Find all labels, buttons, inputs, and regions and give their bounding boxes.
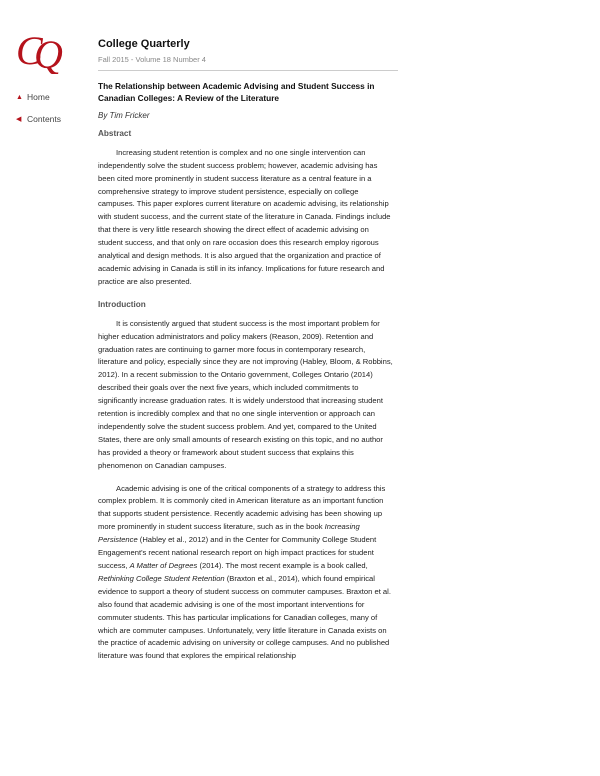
intro-paragraph-1: It is consistently argued that student success is the most important problem for higher education administrators and policy makers (Reason, 2009). Retention and graduation rates are continuing to garner more focus in contemporary research, literature and policy, especially since they are not improving (Habley, Bloom, & Robbins, 2012). In a recent submission to the Ontario government, Colleges Ontario (2014) described their goals over the next five years, which included commitments to significantly increase graduation rates. It is widely understood that increasing student retention is incredibly complex and that no one single intervention or approach can independently solve the student success problem. And yet, compared to the United States, there are only small amounts of research existing on this topic, and no author has provided a theory or framework about student success that explains this phenomenon on Canadian campuses. [98,318,393,470]
book-title-a-matter-of-degrees: A Matter of Degrees [129,561,198,570]
intro-p2-text-1: Academic advising is one of the critical components of a strategy to address this complex problem. It is commonly cited in American literature as an important function that supports student persistence. Recently academic advising has been showing up more prominently in student success literature, such as in the book [98,483,386,532]
book-title-rethinking-retention: Rethinking College Student Retention [98,573,225,583]
nav-home-label: Home [27,92,50,102]
article-title: The Relationship between Academic Advising and Student Success in Canadian Colleges: A Review of the Literature [98,81,375,103]
intro-p2-text-2: (Habley et al., 2012) and in the Center for Community College Student Engagement's recent national research report on high impact practices for student success, [98,535,377,570]
cq-logo [16,30,70,74]
article [98,80,394,673]
header-divider [98,70,398,71]
intro-p2-text-3: (2014). The most recent example is a book called, [197,561,368,570]
introduction-heading: Introduction [98,299,146,309]
left-triangle-icon: ◀ [16,116,22,123]
intro-p2-text-4: (Braxton et al., 2014), which found empirical evidence to support a theory of student success on commuter campuses. Braxton et al. also found that academic advising is one of the most important interventions for commuter students. This has particular implications for Canadian colleges, many of which are commuter campuses. Unfortunately, very little literature in Canada exists on the practice of academic advising on university or college campuses. And no published literature was found that explores the empirical relationship [98,573,391,661]
intro-paragraph-2 [98,483,394,664]
book-title-increasing-persistence: Increasing Persistence [98,522,360,545]
svg-text:Q: Q [34,32,63,74]
article-author: By Tim Fricker [98,111,150,120]
abstract-heading: Abstract [98,128,132,138]
abstract-text: Increasing student retention is complex and no one single intervention can independently solve the student success problem; however, academic advising has been cited more prominently in student success literature as a central feature in a comprehensive strategy to improve student persistence, especially on college campuses. This paper explores current literature on academic advising, its relationship with student success, and the current state of the literature in Canada. Findings include that there is very little research showing the direct effect of academic advising on student success, and that only on rare occasion does this research employ rigorous analytical and design methods. It is also argued that the organization and practice of academic advising in Canada is still in its infancy. Implications for future research and practice are also presented. [98,147,391,286]
nav-item-home[interactable] [16,90,61,104]
svg-text:C: C [16,30,43,73]
journal-title: College Quarterly [98,38,190,50]
up-triangle-icon: ▲ [16,93,23,101]
nav-item-contents[interactable] [16,112,61,126]
issue-line: Fall 2015 - Volume 18 Number 4 [98,55,206,64]
page-header [98,38,398,71]
nav-contents-label: Contents [27,114,62,124]
side-nav [16,90,61,134]
